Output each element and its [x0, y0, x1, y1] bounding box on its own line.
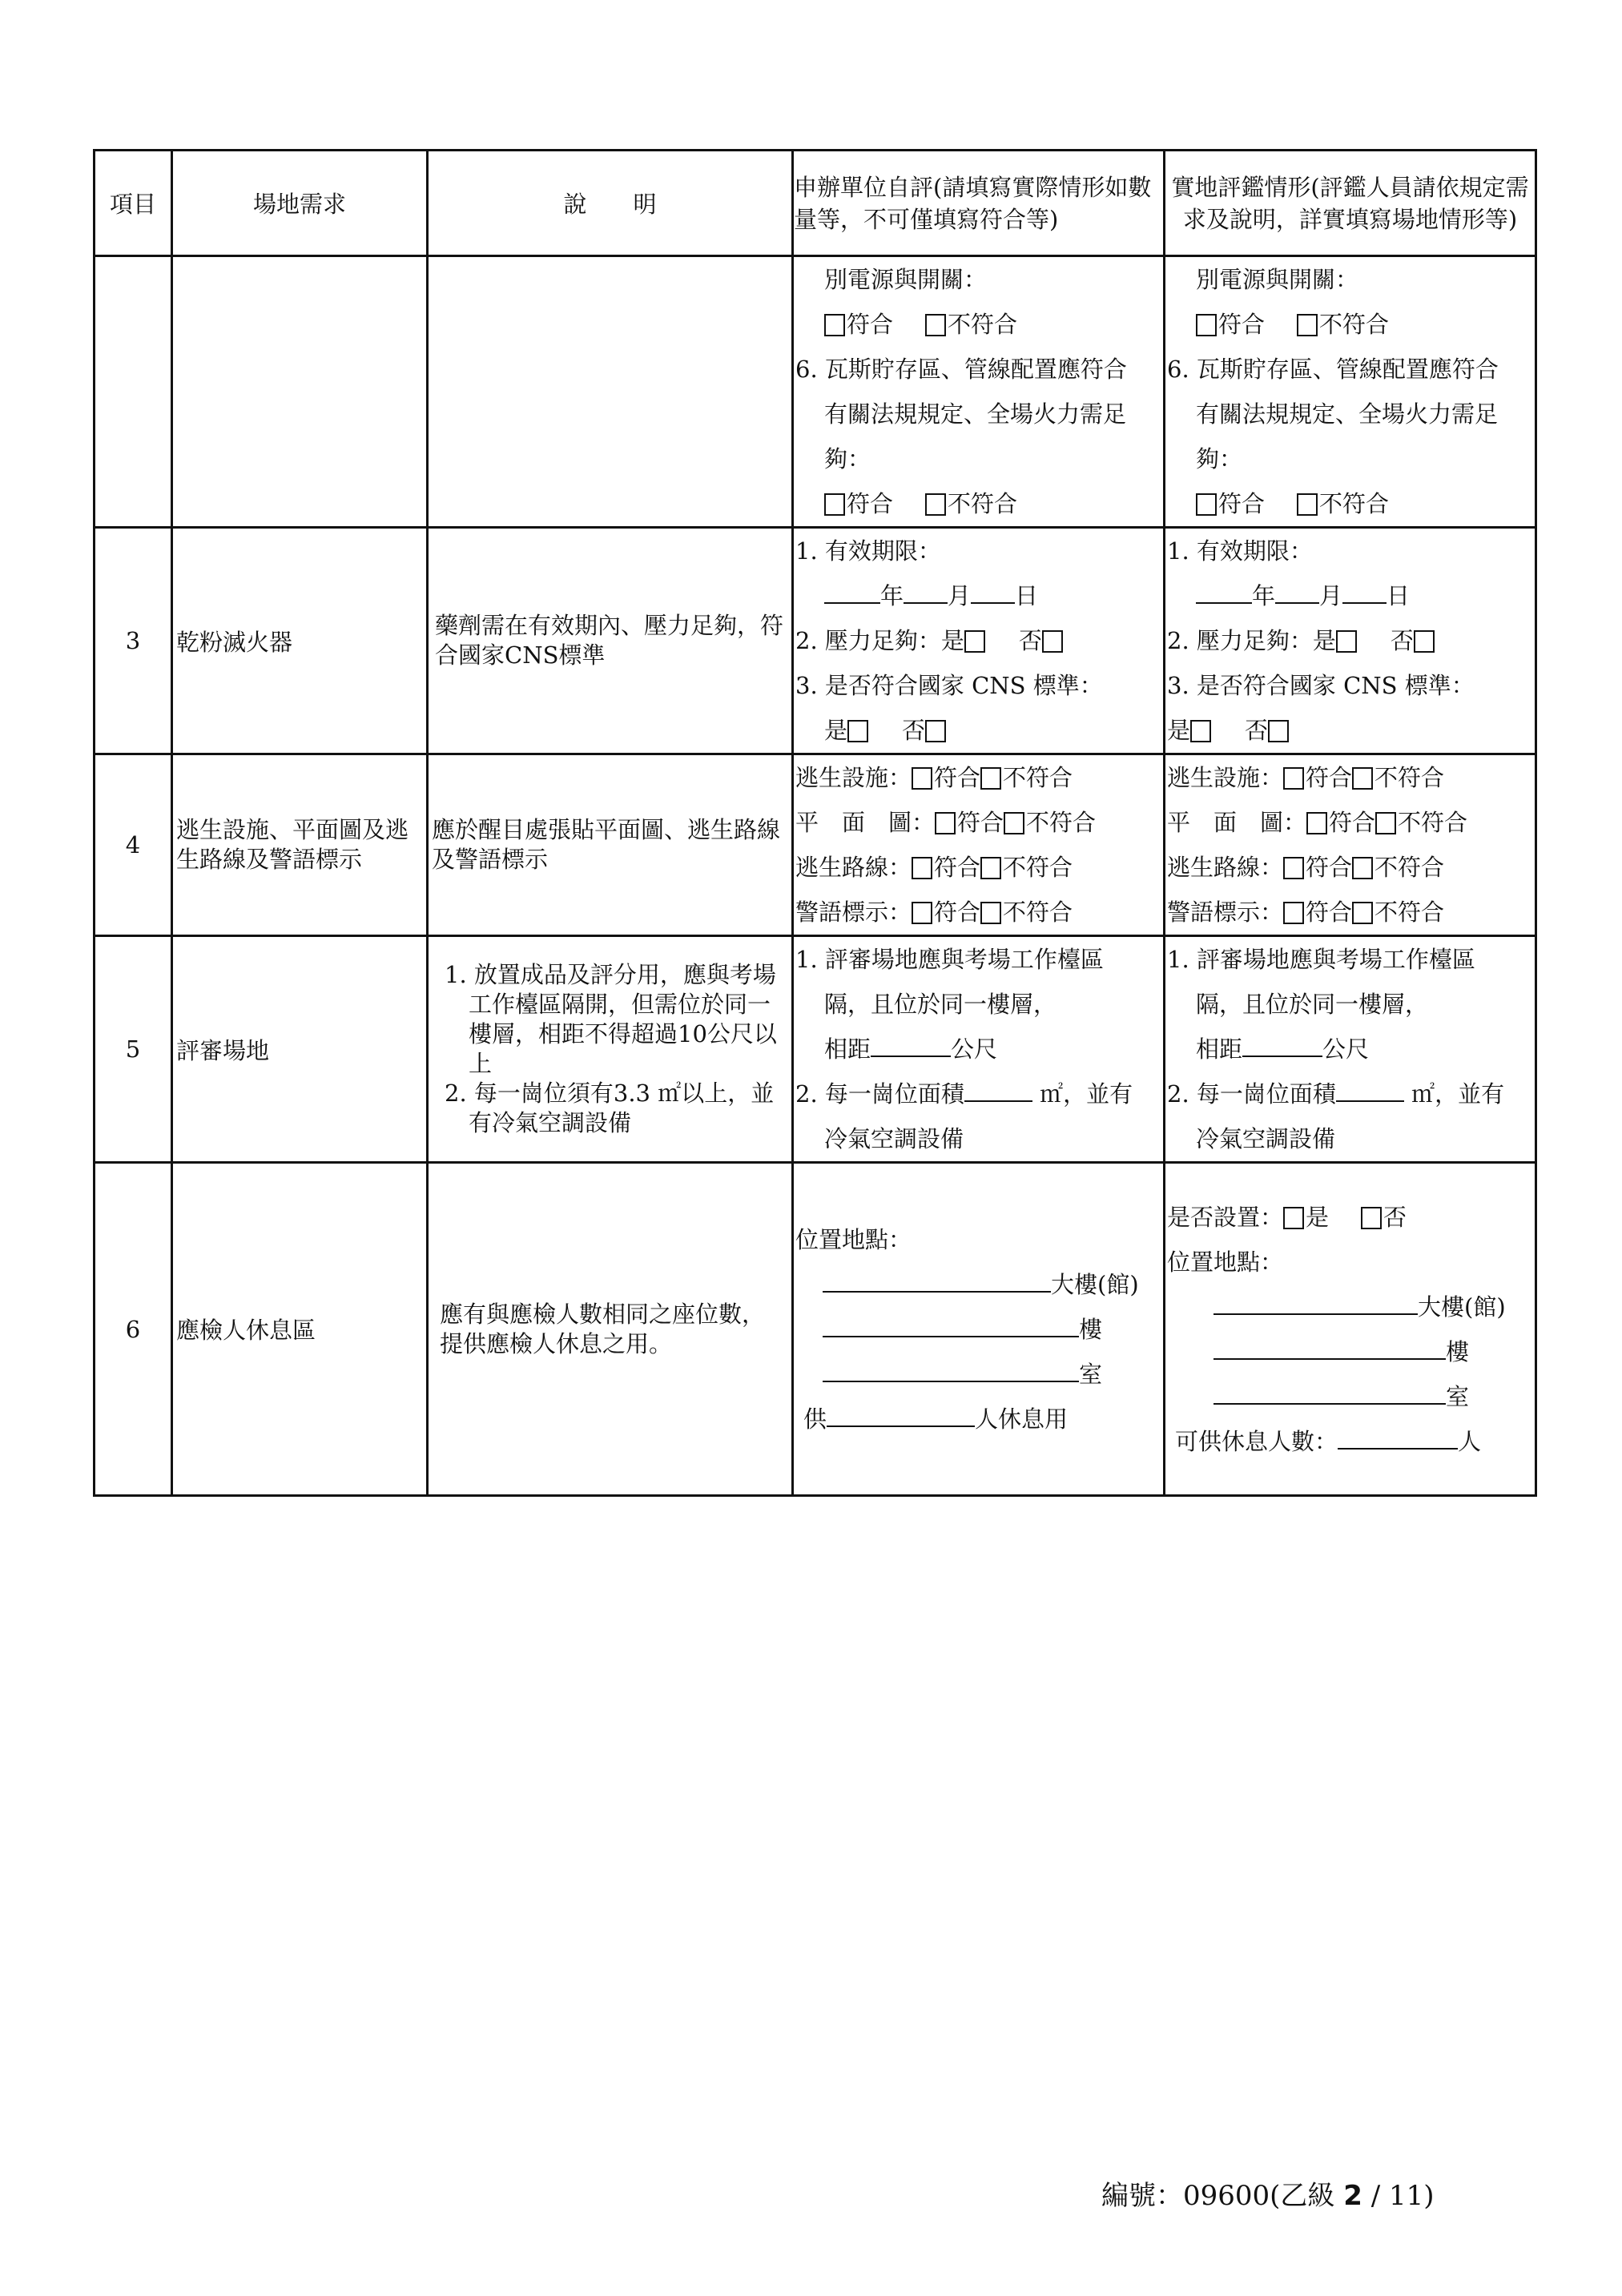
label: 2. 壓力足夠：是: [795, 627, 964, 654]
checkbox[interactable]: [1352, 767, 1373, 790]
description: 藥劑需在有效期內、壓力足夠，符合國家CNS標準: [428, 528, 793, 754]
day-field[interactable]: [1342, 581, 1387, 604]
self-eval-cell: [793, 936, 1165, 1163]
label: 否: [1245, 717, 1269, 744]
capacity-field[interactable]: [827, 1405, 975, 1427]
page-number: 2: [1343, 2180, 1362, 2212]
label: 不符合: [1003, 854, 1073, 881]
checkbox[interactable]: [1268, 720, 1289, 742]
header-onsite: 實地評鑑情形(評鑑人員請依規定需求及說明，詳實填寫場地情形等): [1165, 151, 1536, 256]
label: 是: [824, 717, 848, 744]
label: 否: [1383, 1203, 1407, 1231]
table-row: [95, 256, 1536, 528]
checkbox[interactable]: [1283, 857, 1304, 879]
label: 樓: [1079, 1315, 1103, 1343]
checkbox[interactable]: [925, 493, 946, 516]
label: 樓: [1446, 1337, 1470, 1365]
label: 人休息用: [975, 1405, 1069, 1433]
label: 符合: [1218, 311, 1266, 338]
label: 符合: [934, 899, 981, 926]
year-field[interactable]: [824, 581, 880, 604]
checkbox[interactable]: [1042, 630, 1063, 653]
label: 警語標示：: [795, 899, 912, 926]
distance-field[interactable]: [871, 1035, 951, 1057]
label: 符合: [957, 809, 1004, 836]
label: 年: [1252, 582, 1276, 609]
area-field[interactable]: [1336, 1080, 1404, 1102]
requirement: 逃生設施、平面圖及逃生路線及警語標示: [172, 754, 428, 936]
label: 否: [902, 717, 926, 744]
label: 不符合: [1026, 809, 1097, 836]
label: ㎡，並有: [1411, 1080, 1505, 1108]
label: 不符合: [1374, 764, 1445, 791]
onsite-eval-cell: [1165, 754, 1536, 936]
building-field[interactable]: [823, 1270, 1051, 1293]
room-field[interactable]: [1213, 1382, 1446, 1405]
label: 符合: [1306, 899, 1353, 926]
description: [428, 936, 793, 1163]
label: 日: [1015, 582, 1039, 609]
header-desc: 說 明: [428, 151, 793, 256]
checkbox[interactable]: [1352, 902, 1373, 924]
label: 室: [1079, 1360, 1103, 1388]
label: 符合: [847, 490, 894, 517]
label: 符合: [847, 311, 894, 338]
text-line: 別電源與開關：: [1196, 266, 1359, 293]
month-field[interactable]: [904, 581, 948, 604]
description: 應有與應檢人數相同之座位數，提供應檢人休息之用。: [428, 1163, 793, 1496]
area-field[interactable]: [964, 1080, 1032, 1102]
checkbox[interactable]: [980, 857, 1001, 879]
label: 不符合: [1003, 899, 1073, 926]
checkbox[interactable]: [1004, 812, 1024, 834]
doc-code: 編號：09600(乙級: [1101, 2180, 1344, 2212]
checkbox[interactable]: [1352, 857, 1373, 879]
text-line: 隔，且位於同一樓層，: [824, 991, 1057, 1018]
requirement: 評審場地: [172, 936, 428, 1163]
page-footer: [1101, 2173, 1435, 2213]
venue-requirements-table: [93, 149, 1537, 1497]
description: 應於醒目處張貼平面圖、逃生路線及警語標示: [428, 754, 793, 936]
checkbox[interactable]: [1190, 720, 1211, 742]
label: 年: [880, 582, 904, 609]
text-line: 1. 放置成品及評分用，應與考場工作檯區隔開，但需位於同一樓層，相距不得超過10公尺以上: [445, 961, 777, 1077]
label: 2. 壓力足夠：是: [1167, 627, 1336, 654]
checkbox[interactable]: [912, 767, 932, 790]
checkbox[interactable]: [1283, 1207, 1304, 1229]
onsite-eval-cell: [1165, 528, 1536, 754]
label: 逃生設施：: [795, 764, 912, 791]
onsite-eval-cell: [1165, 936, 1536, 1163]
requirement: 乾粉滅火器: [172, 528, 428, 754]
capacity-field[interactable]: [1338, 1427, 1458, 1450]
label: 可供休息人數：: [1175, 1427, 1338, 1455]
item-number: 4: [95, 754, 172, 936]
label: 否: [1018, 627, 1042, 654]
text-line: 夠：: [1196, 445, 1243, 472]
onsite-eval-cell: [1165, 1163, 1536, 1496]
distance-field[interactable]: [1242, 1035, 1322, 1057]
label: 符合: [934, 764, 981, 791]
header-self: 申辦單位自評(請填寫實際情形如數量等，不可僅填寫符合等): [793, 151, 1165, 256]
table-row: [95, 1163, 1536, 1496]
checkbox[interactable]: [1283, 902, 1304, 924]
label: 警語標示：: [1167, 899, 1284, 926]
text-line: 有關法規規定、全場火力需足: [824, 400, 1127, 428]
label: 供: [803, 1405, 827, 1433]
text-line: 位置地點：: [1167, 1248, 1284, 1276]
label: 日: [1387, 582, 1411, 609]
label: 符合: [1306, 764, 1353, 791]
label: 月: [948, 582, 972, 609]
checkbox[interactable]: [1306, 812, 1327, 834]
text-line: 位置地點：: [795, 1225, 912, 1253]
self-eval-cell: [793, 256, 1165, 528]
item-number: 3: [95, 528, 172, 754]
checkbox[interactable]: [1336, 630, 1357, 653]
label: 不符合: [1319, 311, 1390, 338]
header-need: 場地需求: [172, 151, 428, 256]
self-eval-cell: [793, 528, 1165, 754]
checkbox[interactable]: [1297, 314, 1318, 336]
text-line: 冷氣空調設備: [1196, 1125, 1336, 1152]
checkbox[interactable]: [935, 812, 956, 834]
self-eval-cell: [793, 754, 1165, 936]
table-row: [95, 528, 1536, 754]
text-line: 3. 是否符合國家 CNS 標準：: [1167, 672, 1475, 699]
requirement: 應檢人休息區: [172, 1163, 428, 1496]
label: 是: [1167, 717, 1191, 744]
label: 月: [1319, 582, 1343, 609]
checkbox[interactable]: [925, 314, 946, 336]
checkbox[interactable]: [912, 902, 932, 924]
checkbox[interactable]: [964, 630, 985, 653]
text-line: 1. 評審場地應與考場工作檯區: [795, 946, 1104, 973]
self-eval-cell: [793, 1163, 1165, 1496]
label: 是否設置：: [1167, 1203, 1284, 1231]
checkbox[interactable]: [912, 857, 932, 879]
label: 符合: [1218, 490, 1266, 517]
label: 相距: [1196, 1035, 1243, 1063]
onsite-eval-cell: [1165, 256, 1536, 528]
checkbox[interactable]: [824, 314, 845, 336]
text-line: 冷氣空調設備: [824, 1125, 964, 1152]
label: 逃生設施：: [1167, 764, 1284, 791]
checkbox[interactable]: [824, 493, 845, 516]
text-line: 2. 每一崗位須有3.3 ㎡以上，並有冷氣空調設備: [445, 1080, 775, 1136]
label: 相距: [824, 1035, 871, 1063]
checkbox[interactable]: [1196, 314, 1217, 336]
building-field[interactable]: [1213, 1293, 1418, 1315]
text-line: 有關法規規定、全場火力需足: [1196, 400, 1499, 428]
label: 人: [1458, 1427, 1482, 1455]
checkbox[interactable]: [1361, 1207, 1382, 1229]
floor-field[interactable]: [1213, 1337, 1446, 1360]
text-line: 1. 有效期限：: [1167, 537, 1313, 565]
header-row: [95, 151, 1536, 256]
text-line: 6. 瓦斯貯存區、管線配置應符合: [1167, 356, 1499, 383]
label: 否: [1390, 627, 1414, 654]
text-line: 3. 是否符合國家 CNS 標準：: [795, 672, 1103, 699]
label: 不符合: [948, 490, 1018, 517]
label: 不符合: [1374, 899, 1445, 926]
checkbox[interactable]: [1414, 630, 1435, 653]
label: 不符合: [1003, 764, 1073, 791]
checkbox[interactable]: [847, 720, 868, 742]
item-number: 6: [95, 1163, 172, 1496]
checkbox[interactable]: [1196, 493, 1217, 516]
text-line: 隔，且位於同一樓層，: [1196, 991, 1429, 1018]
checkbox[interactable]: [925, 720, 946, 742]
label: 公尺: [951, 1035, 998, 1063]
text-line: 夠：: [824, 445, 871, 472]
month-field[interactable]: [1275, 581, 1319, 604]
text-line: 1. 評審場地應與考場工作檯區: [1167, 946, 1475, 973]
label: 大樓(館): [1418, 1293, 1506, 1321]
label: 2. 每一崗位面積: [1167, 1080, 1336, 1108]
label: 是: [1306, 1203, 1330, 1231]
checkbox[interactable]: [1283, 767, 1304, 790]
item-number: 5: [95, 936, 172, 1163]
label: 符合: [1329, 809, 1376, 836]
header-item: 項目: [95, 151, 172, 256]
table-row: [95, 936, 1536, 1163]
checkbox[interactable]: [1297, 493, 1318, 516]
label: 公尺: [1322, 1035, 1370, 1063]
table-row: [95, 754, 1536, 936]
label: 不符合: [948, 311, 1018, 338]
label: ㎡，並有: [1040, 1080, 1133, 1108]
label: 不符合: [1319, 490, 1390, 517]
label: 不符合: [1398, 809, 1468, 836]
label: 大樓(館): [1051, 1270, 1139, 1298]
label: 平 面 圖：: [1167, 809, 1307, 836]
room-field[interactable]: [823, 1360, 1079, 1382]
label: 2. 每一崗位面積: [795, 1080, 964, 1108]
checkbox[interactable]: [980, 767, 1001, 790]
label: 不符合: [1374, 854, 1445, 881]
label: 室: [1446, 1382, 1470, 1410]
label: 逃生路線：: [795, 854, 912, 881]
day-field[interactable]: [971, 581, 1015, 604]
text-line: 1. 有效期限：: [795, 537, 941, 565]
year-field[interactable]: [1196, 581, 1252, 604]
label: 符合: [1306, 854, 1353, 881]
label: 逃生路線：: [1167, 854, 1284, 881]
checkbox[interactable]: [980, 902, 1001, 924]
text-line: 別電源與開關：: [824, 266, 988, 293]
label: 符合: [934, 854, 981, 881]
label: 平 面 圖：: [795, 809, 936, 836]
text-line: 6. 瓦斯貯存區、管線配置應符合: [795, 356, 1127, 383]
checkbox[interactable]: [1375, 812, 1396, 834]
floor-field[interactable]: [823, 1315, 1079, 1337]
page-total: / 11): [1362, 2180, 1435, 2212]
